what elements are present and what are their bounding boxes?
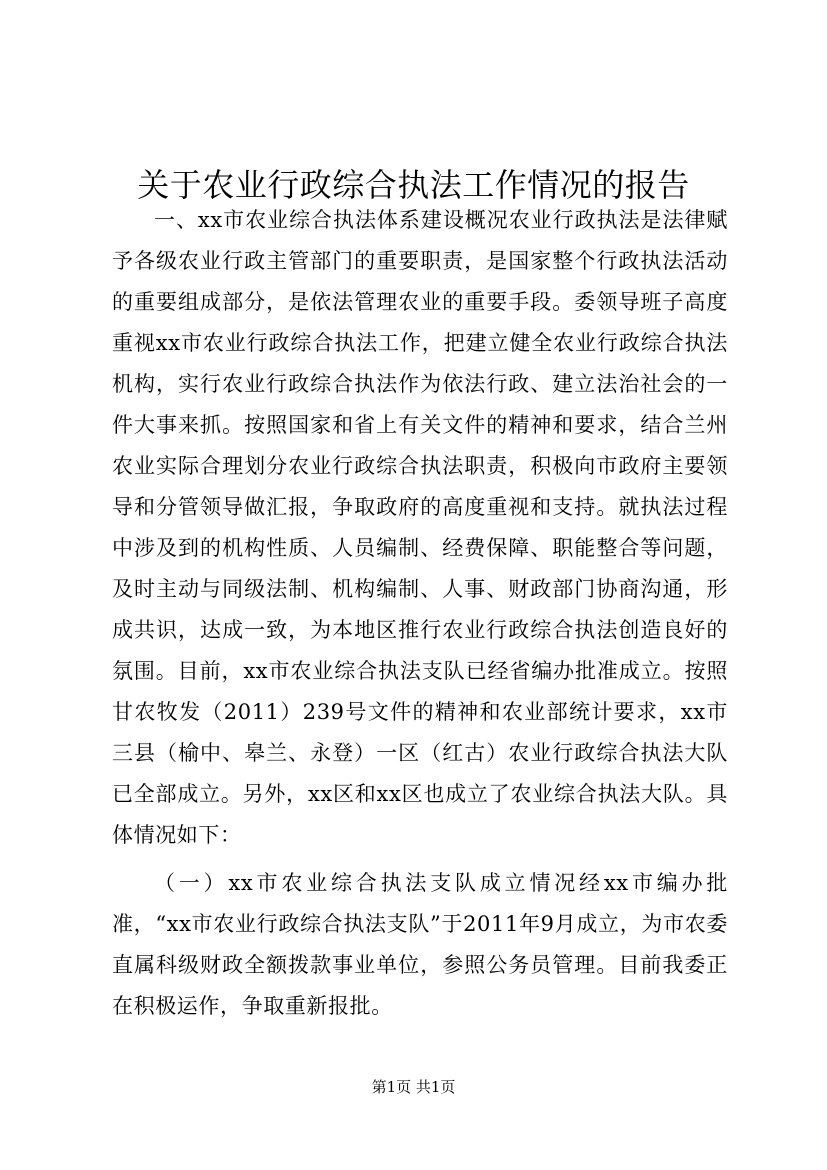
- paragraph-overview: 一、xx市农业综合执法体系建设概况农业行政执法是法律赋予各级农业行政主管部门的重要职责，是国家整个行政执法活动的重要组成部分，是依法管理农业的重要手段。委领导班子高度重视xx市农业行政综合执法工作，把建立健全农业行政综合执法机构，实行农业行政综合执法作为依法行政、建立法治社会的一件大事来抓。按照国家和省上有关文件的精神和要求，结合兰州农业实际合理划分农业行政综合执法职责，积极向市政府主要领导和分管领导做汇报，争取政府的高度重视和支持。就执法过程中涉及到的机构性质、人员编制、经费保障、职能整合等问题，及时主动与同级法制、机构编制、人事、财政部门协商沟通，形成共识，达成一致，为本地区推行农业行政综合执法创造良好的氛围。目前，xx市农业综合执法支队已经省编办批准成立。按照甘农牧发（2011）239号文件的精神和农业部统计要求，xx市三县（榆中、皋兰、永登）一区（红古）农业行政综合执法大队已全部成立。另外，xx区和xx区也成立了农业综合执法大队。具体情况如下：: [112, 208, 728, 847]
- page-footer: 第1页 共1页: [371, 1078, 456, 1096]
- paragraph-detachment: （一）xx市农业综合执法支队成立情况经xx市编办批准，“xx市农业行政综合执法支队”于2011年9月成立，为市农委直属科级财政全额拨款事业单位，参照公务员管理。目前我委正在积极运作，争取重新报批。: [112, 871, 728, 1018]
- document-title: 关于农业行政综合执法工作情况的报告: [137, 166, 690, 205]
